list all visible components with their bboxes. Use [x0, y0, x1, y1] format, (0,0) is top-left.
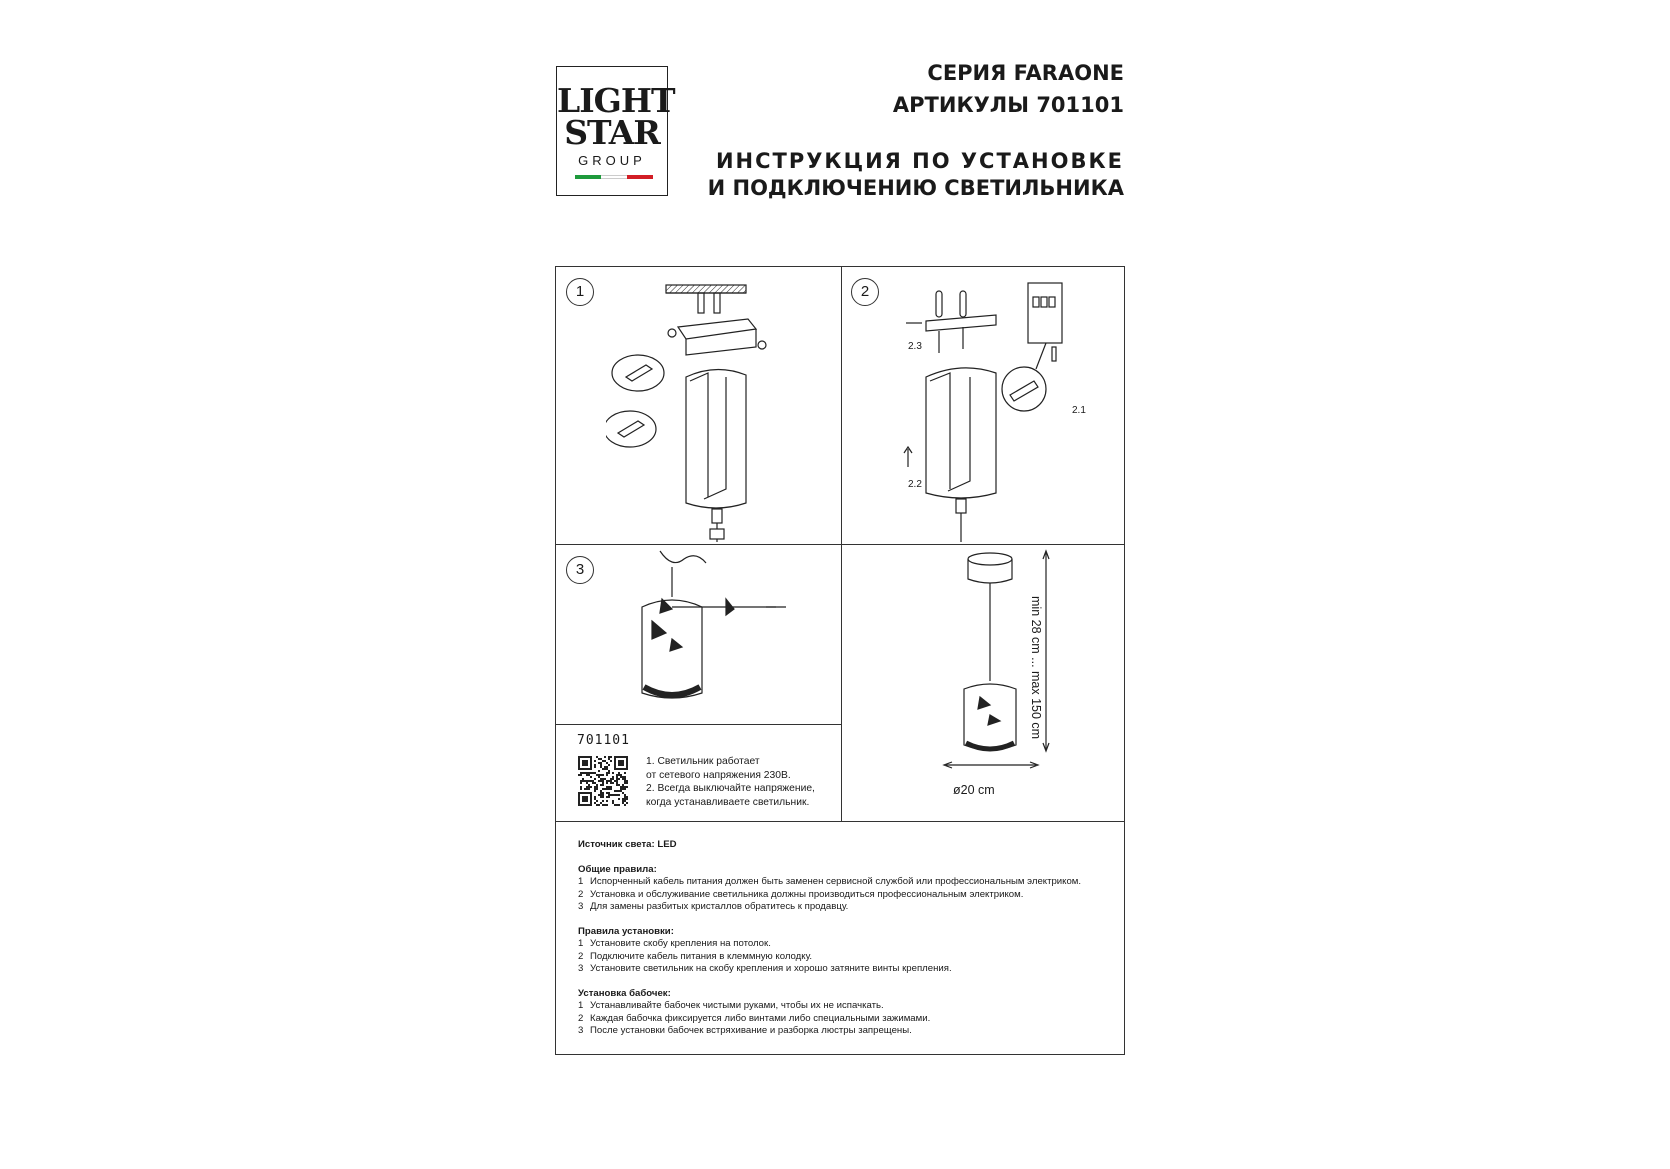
label-2-1: 2.1 — [1072, 405, 1086, 416]
step3-illustration — [616, 547, 836, 722]
instruction-title-line1: ИНСТРУКЦИЯ ПО УСТАНОВКЕ — [715, 149, 1124, 173]
step-badge-1: 1 — [566, 278, 594, 306]
logo-word-star: STAR — [564, 113, 660, 152]
series-title: СЕРИЯ FARAONE — [927, 61, 1124, 85]
step2-illustration — [886, 277, 1126, 542]
rules-section — [555, 821, 1125, 1055]
note-line: когда устанавливаете светильник. — [646, 796, 810, 808]
general-rules-title: Общие правила: — [578, 863, 657, 875]
butterfly-rules-title: Установка бабочек: — [578, 987, 671, 999]
list-item: 1 Испорченный кабель питания должен быть заменен сервисной службой или профессиональным электриком. — [578, 876, 1082, 887]
height-dimension-label: min 28 cm ... max 150 cm — [1029, 596, 1043, 740]
qr-code[interactable] — [578, 756, 628, 806]
logo-word-light: LIGHT — [557, 81, 675, 120]
note-line: 2. Всегда выключайте напряжение, — [646, 783, 815, 795]
safety-note — [646, 755, 815, 809]
step1-illustration — [606, 277, 826, 542]
list-item: 2 Подключите кабель питания в клеммную колодку. — [578, 950, 813, 962]
list-item: 3 Установите светильник на скобу крепления и хорошо затяните винты крепления. — [578, 963, 952, 974]
article-number: 701101 — [577, 733, 630, 748]
dimension-illustration — [856, 549, 1116, 819]
article-title: АРТИКУЛЫ 701101 — [892, 93, 1124, 117]
light-source-label: Источник света: LED — [578, 839, 677, 850]
step-badge-3: 3 — [566, 556, 594, 584]
list-item: 1 Установите скобу крепления на потолок. — [578, 938, 771, 949]
logo-word-group: GROUP — [578, 153, 646, 168]
label-2-2: 2.2 — [908, 479, 922, 490]
note-line: от сетевого напряжения 230В. — [646, 769, 791, 781]
brand-logo — [556, 66, 675, 196]
note-line: 1. Светильник работает — [646, 756, 760, 767]
install-rules-title: Правила установки: — [578, 925, 674, 937]
list-item: 3 После установки бабочек встряхивание и разборка люстры запрещены. — [578, 1025, 912, 1036]
italian-flag-stripe — [575, 175, 653, 179]
instruction-title-line2: И ПОДКЛЮЧЕНИЮ СВЕТИЛЬНИКА — [707, 176, 1124, 200]
diameter-dimension-label: ø20 cm — [953, 783, 995, 797]
step-badge-2: 2 — [851, 278, 879, 306]
list-item: 2 Каждая бабочка фиксируется либо винтами либо специальными зажимами. — [578, 1012, 931, 1024]
label-2-3: 2.3 — [908, 341, 922, 352]
list-item: 3 Для замены разбитых кристаллов обратитесь к продавцу. — [578, 901, 849, 912]
list-item: 2 Установка и обслуживание светильника должны производиться профессиональным электриком. — [578, 888, 1024, 900]
list-item: 1 Устанавливайте бабочек чистыми руками, чтобы их не испачкать. — [578, 1000, 884, 1011]
